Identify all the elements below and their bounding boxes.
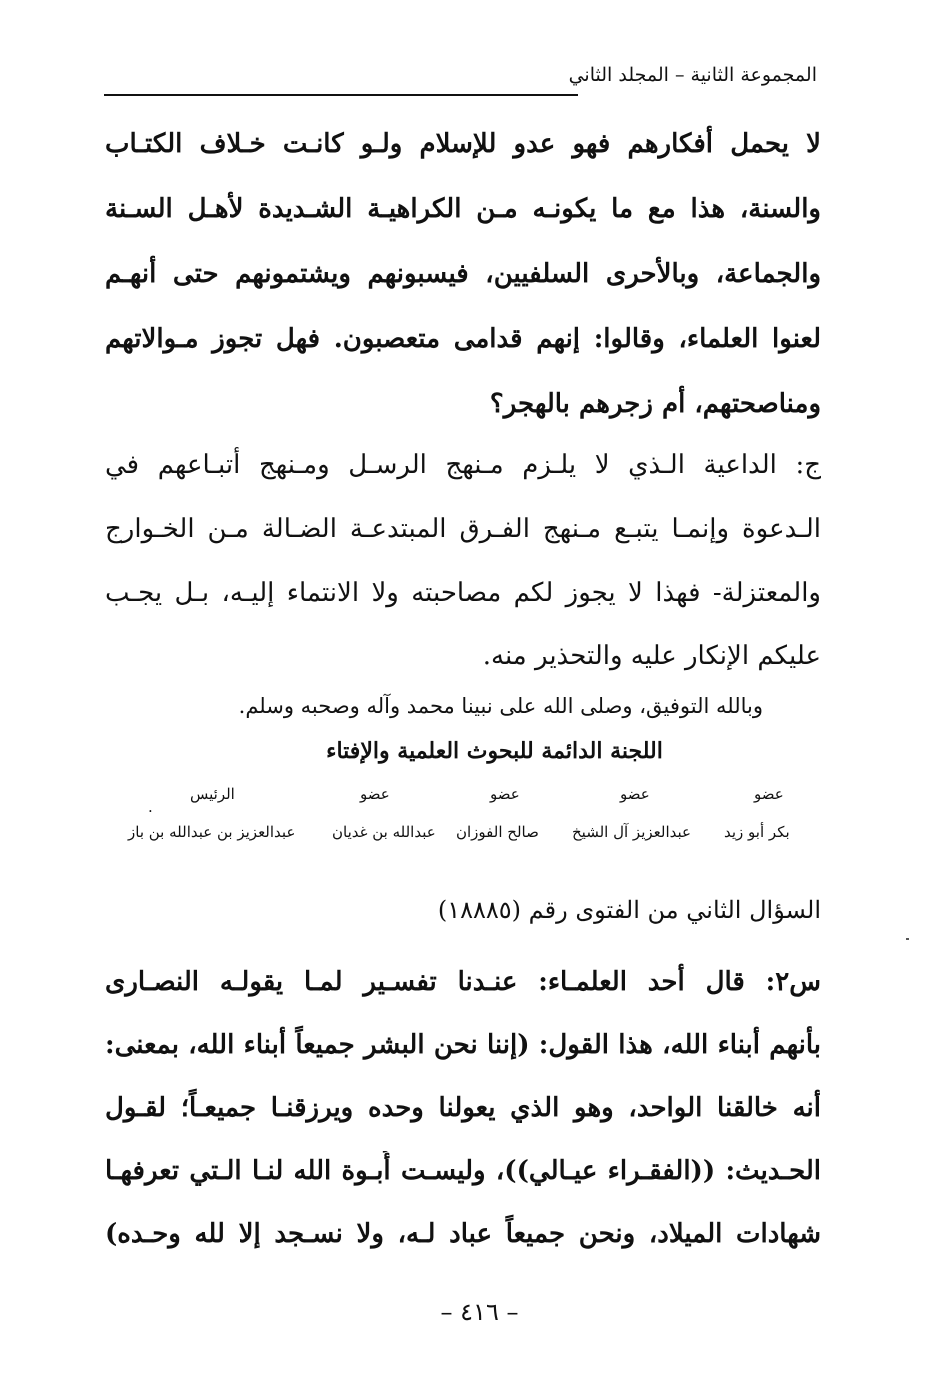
question-two-line: الحـديث: ((الفقـراء عيـالي))، وليسـت أُبـوة الله لنـا الـتي تعرفهـا	[105, 1156, 821, 1186]
page-number: – ٤١٦ –	[440, 1298, 519, 1326]
running-header: المجموعة الثانية – المجلد الثاني	[568, 64, 817, 86]
answer-one-line: ج: الداعية الـذي لا يلـزم مـنهج الرسـل ومـنهج أتبـاعهم في	[105, 450, 821, 480]
member-name: عبدالعزيز بن عبدالله بن باز	[128, 823, 296, 841]
member-role: عضو	[360, 785, 390, 803]
scan-speck	[906, 938, 909, 940]
question-two-line: شهادات الميلاد، ونحن جميعاً عباد لـه، ولا نسـجد إلا لله وحـده)	[105, 1219, 821, 1249]
member-name: بكر أبو زيد	[724, 823, 790, 841]
member-name: صالح الفوزان	[456, 823, 539, 841]
signature-dot: .	[148, 798, 153, 816]
question-one-line: ومناصحتهم، أم زجرهم بالهجر؟	[489, 389, 821, 419]
answer-one-line: والمعتزلة- فهذا لا يجوز لكم مصاحبته ولا الانتماء إليـه، بـل يجـب	[105, 578, 821, 608]
question-two-heading: السؤال الثاني من الفتوى رقم (١٨٨٨٥)	[437, 896, 821, 924]
member-name: عبدالله بن غديان	[332, 823, 436, 841]
member-role: عضو	[754, 785, 784, 803]
question-two-line: س٢: قال أحد العلمـاء: عنـدنا تفسـير لمـا يقولـه النصـارى	[105, 967, 821, 997]
answer-one-line: عليكم الإنكار عليه والتحذير منه.	[482, 641, 821, 671]
answer-one-line: الـدعوة وإنمـا يتبـع مـنهج الفـرق المبتدعـة الضـالة مـن الخـوارج	[105, 514, 821, 544]
closing-line: وبالله التوفيق، وصلى الله على نبينا محمد وآله وصحبه وسلم.	[238, 694, 763, 718]
committee-name: اللجنة الدائمة للبحوث العلمية والإفتاء	[326, 738, 663, 764]
question-two-line: بأنهم أبناء الله، هذا القول: (إننا نحن البشر جميعاً أبناء الله، بمعنى:	[105, 1030, 821, 1060]
header-rule	[104, 94, 578, 96]
member-role: عضو	[490, 785, 520, 803]
question-one-line: لا يحمل أفكارهم فهو عدو للإسلام ولـو كانـت خـلاف الكتـاب	[105, 129, 821, 159]
question-one-line: والسنة، هذا مع ما يكونـه مـن الكراهيـة الشـديدة لأهـل السـنة	[105, 194, 821, 224]
question-one-line: والجماعة، وبالأحرى السلفيين، فيسبونهم ويشتمونهم حتى أنهـم	[105, 259, 821, 289]
member-role: عضو	[620, 785, 650, 803]
question-two-line: أنه خالقنا الواحد، وهو الذي يعولنا وحده ويرزقنـا جميعـاً؛ لقـول	[105, 1093, 821, 1123]
member-name: عبدالعزيز آل الشيخ	[572, 823, 691, 841]
member-role: الرئيس	[190, 785, 235, 803]
question-one-line: لعنوا العلماء، وقالوا: إنهم قدامى متعصبون. فهل تجوز مـوالاتهم	[105, 324, 821, 354]
